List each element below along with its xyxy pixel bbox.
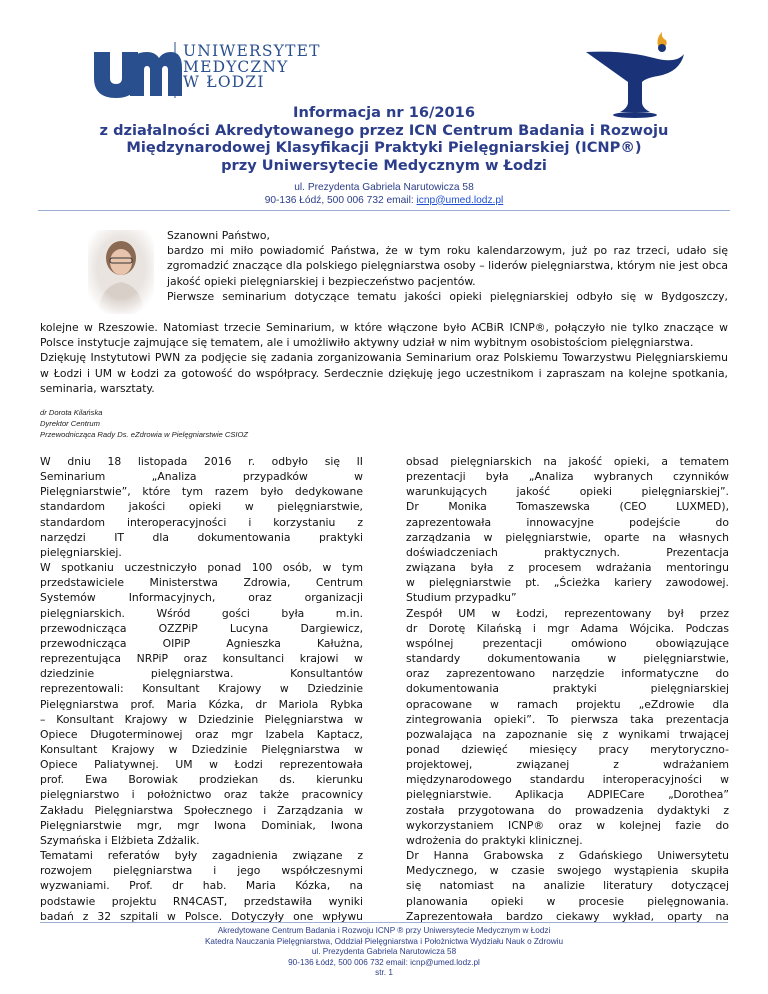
column-line: standardom interoperacyjności i korzystaniu z	[40, 515, 363, 529]
column-line: Zakładu Pielęgniarstwa Społecznego i Zarządzania w	[40, 803, 363, 817]
title-line-1: Informacja nr 16/2016	[293, 104, 475, 121]
logo-line-1: UNIWERSYTET	[183, 42, 321, 60]
column-line: opracowane w ramach projektu „eZdrowie dla	[406, 697, 729, 711]
footer-line-4: 90-136 Łódź, 500 006 732 email: icnp@umed.lodz.pl	[288, 957, 480, 967]
column-line: Seminarium „Analiza przypadków w	[40, 470, 363, 484]
column-line: Dr Hanna Grabowska z Gdańskiego Uniwersytetu	[406, 849, 729, 863]
logo-line-3: W ŁODZI	[183, 73, 265, 91]
column-line: narzędzi IT dla dokumentowania praktyki	[40, 530, 363, 544]
column-line: dr Dorotę Kilańską i mgr Adama Wójcika. Podczas	[406, 621, 729, 635]
column-line: Zespół UM w Łodzi, reprezentowany był przez	[406, 606, 729, 620]
column-line: pielęgniarstwo i położnictwo oraz także pracownicy	[40, 788, 363, 802]
column-line: zaprezentowała innowacyjne podejście do	[406, 515, 729, 529]
column-line: Konsultant Krajowy w Dziedzinie Pielęgniarstwa w	[40, 742, 363, 756]
column-line: reprezentowali: Konsultant Krajowy w Dziedzinie	[40, 682, 363, 696]
column-line: przedstawiciele Ministerstwa Zdrowia, Centrum	[40, 576, 363, 590]
column-line: W dniu 18 listopada 2016 r. odbyło się II	[40, 455, 363, 468]
university-name	[183, 44, 321, 91]
column-line: doświadczeniach praktycznych. Prezentacja	[406, 545, 729, 559]
column-line: w pielęgniarstwie pt. „Ścieżka kariery zawodowej.	[406, 576, 729, 590]
column-line: obsad pielęgniarskich na jakość opieki, a tematem	[406, 455, 729, 468]
column-line: pielęgniarstwie. Aplikacja ADPIECare „Dorothea”	[406, 788, 729, 802]
column-line: wyzwaniami. Prof. dr hab. Maria Kózka, na	[40, 879, 363, 893]
signature-name: dr Dorota Kilańska	[40, 408, 103, 417]
column-line: planowania opieki w procesie pielęgnowania.	[406, 894, 729, 908]
letter-intro	[167, 228, 728, 304]
column-line: rozwojem pielęgniarstwa i jego współczesnymi	[40, 864, 363, 878]
column-line: pielęgniarskich. Wśród gości była m.in.	[40, 606, 363, 620]
column-line: związana była z procesem wdrażania mentoringu	[406, 561, 729, 575]
footer-line-3: ul. Prezydenta Gabriela Narutowicza 58	[311, 947, 457, 957]
address-line-2: 90-136 Łódź, 500 006 732 email:	[264, 194, 417, 206]
document-title	[40, 104, 728, 174]
header-divider	[38, 210, 730, 211]
title-line-2: z działalności Akredytowanego przez ICN Centrum Badania i Rozwoju	[99, 121, 669, 139]
column-line: Pielęgniarstwie mgr, mgr Iwona Dominiak, Iwona	[40, 818, 363, 832]
column-line: Zaprezentowała bardzo ciekawy wykład, oparty na	[406, 909, 729, 923]
footer-line-2: Katedra Nauczania Pielęgniarstwa, Oddział Pielęgniarstwa i Położnictwa Wydziału Nauk o Zdrowiu	[204, 936, 564, 946]
column-line: zarządzania w pielęgniarstwie, oparte na własnych	[406, 530, 729, 544]
column-line: została przygotowana do prowadzenia dydaktyki z	[406, 803, 729, 817]
column-line: dokumentowania praktyki pielęgniarskiej	[406, 682, 729, 696]
column-line: Tematami referatów były zagadnienia związane z	[40, 849, 363, 863]
author-portrait	[88, 230, 154, 314]
email-link[interactable]: icnp@umed.lodz.pl	[416, 194, 504, 206]
column-line: pozwalająca na zapoznanie się z wynikami trwającej	[406, 727, 729, 741]
article-left-column	[40, 454, 363, 924]
column-line: wdrożenia do praktyki klinicznej.	[406, 833, 583, 847]
paragraph-3: Dziękuję Instytutowi PWN za podjęcie się zadania zorganizowania Seminarium oraz Polskiemu Towarzystwu Pielęgniarskiemu w Łodzi i UM w Łodzi za gotowość do współpracy. Serdecznie dziękuję jego uczestnikom i zapraszam na kolejne spotkania, seminaria, warsztaty.	[40, 351, 728, 395]
column-line: międzynarodowego standardu interoperacyjności w	[406, 773, 729, 787]
column-line: reprezentująca NRPiP oraz konsultanci krajowi w	[40, 652, 363, 666]
column-line: Opiece Paliatywnej. UM w Łodzi reprezentowała	[40, 758, 363, 772]
column-line: – Konsultant Krajowy w Dziedzinie Pielęgniarstwa w	[40, 712, 363, 726]
logo-line-2: MEDYCZNY	[183, 57, 289, 76]
letter-body	[40, 320, 728, 396]
column-line: prezentacji była „Analiza wybranych czynników	[406, 470, 729, 484]
page-footer	[40, 922, 728, 979]
column-line: badań z 32 szpitali w Polsce. Dotyczyły one wpływu	[40, 909, 363, 923]
column-line: podstawie projektu RN4CAST, przedstawiła wyniki	[40, 894, 363, 908]
column-line: pielęgniarskiej.	[40, 545, 122, 559]
signature	[40, 407, 248, 440]
column-line: oraz zaprezentowano narzędzie informatyczne do	[406, 667, 729, 681]
footer-line-1: Akredytowane Centrum Badania i Rozwoju ICNP ® przy Uniwersytecie Medycznym w Łodzi	[217, 926, 551, 935]
column-line: prof. Ewa Borowiak prodziekan ds. kierunku	[40, 773, 363, 787]
paragraph-2-rest: kolejne w Rzeszowie. Natomiast trzecie Seminarium, w które włączone było ACBiR ICNP®, połączyło nie tylko znaczące w Polsce instytucje zajmujące się tematem, ale i umożliwiło aktywny udział w nim wybitnym osobistościom pielęgniarstwa.	[40, 321, 728, 350]
column-line: Medycznego, w czasie swojego wystąpienia skupiła	[406, 864, 729, 878]
title-line-3: Międzynarodowej Klasyfikacji Praktyki Pielęgniarskiej (ICNP®)	[126, 139, 642, 156]
column-line: Szymańska i Elżbieta Zdżalik.	[40, 833, 200, 847]
page-number: str. 1	[375, 968, 393, 978]
column-line: warunkujących jakość opieki pielęgniarskiej”.	[406, 485, 729, 499]
column-line: projektowej, związanej z wdrażaniem	[406, 758, 729, 772]
article-right-column	[406, 454, 729, 924]
signature-position: Przewodnicząca Rady Ds. eZdrowia w Pielęgniarstwie CSIOZ	[40, 430, 249, 439]
column-line: ponad dziewięć miesięcy pracy merytoryczno-	[406, 742, 729, 756]
column-line: zintegrowania opieki”. To pierwsza taka prezentacja	[406, 712, 729, 726]
column-line: wykorzystaniem ICNP® oraz w kolejnej fazie do	[406, 818, 729, 832]
column-line: wspólnej prezentacji omówiono obowiązujące	[406, 636, 729, 650]
column-line: Systemów Informacyjnych, oraz organizacji	[40, 591, 363, 605]
column-line: przewodnicząca OIPiP Agnieszka Kałużna,	[40, 636, 363, 650]
column-line: przewodnicząca OZZPiP Lucyna Dargiewicz,	[40, 621, 363, 635]
column-line: Studium przypadku”	[406, 591, 517, 605]
address-line-1: ul. Prezydenta Gabriela Narutowicza 58	[294, 182, 474, 193]
title-line-4: przy Uniwersytecie Medycznym w Łodzi	[221, 156, 547, 174]
column-line: W spotkaniu uczestniczyło ponad 100 osób, w tym	[40, 561, 363, 575]
header-address	[40, 182, 728, 207]
paragraph-2-start: Pierwsze seminarium dotyczące tematu jakości opieki pielęgniarskiej odbyło się w Bydgoszczy,	[167, 289, 728, 303]
signature-role: Dyrektor Centrum	[40, 419, 100, 428]
column-line: standardom jakości opieki w pielęgniarstwie,	[40, 500, 363, 514]
greeting: Szanowni Państwo,	[167, 229, 270, 242]
column-line: Opiece Długoterminowej oraz mgr Izabela Kaptacz,	[40, 727, 363, 741]
column-line: Pielęgniarstwa prof. Maria Kózka, dr Mariola Rybka	[40, 697, 363, 711]
column-line: dziedzinie pielęgniarstwa. Konsultantów	[40, 667, 363, 681]
column-line: Dr Monika Tomaszewska (CEO LUXMED),	[406, 500, 729, 514]
column-line: Pielęgniarstwie”, które tym razem było dedykowane	[40, 485, 363, 499]
intro-paragraph: bardzo mi miło powiadomić Państwa, że w tym roku kalendarzowym, już po raz trzeci, udało się zgromadzić znaczące dla polskiego pielęgniarstwa osoby – liderów pielęgniarstwa, którym nie jest obca jakość opieki pielęgniarskiej i bezpieczeństwo pacjentów.	[167, 244, 728, 288]
column-line: się natomiast na analizie literatury dotyczącej	[406, 879, 729, 893]
column-line: standardy dokumentowania w pielęgniarstwie,	[406, 652, 729, 666]
